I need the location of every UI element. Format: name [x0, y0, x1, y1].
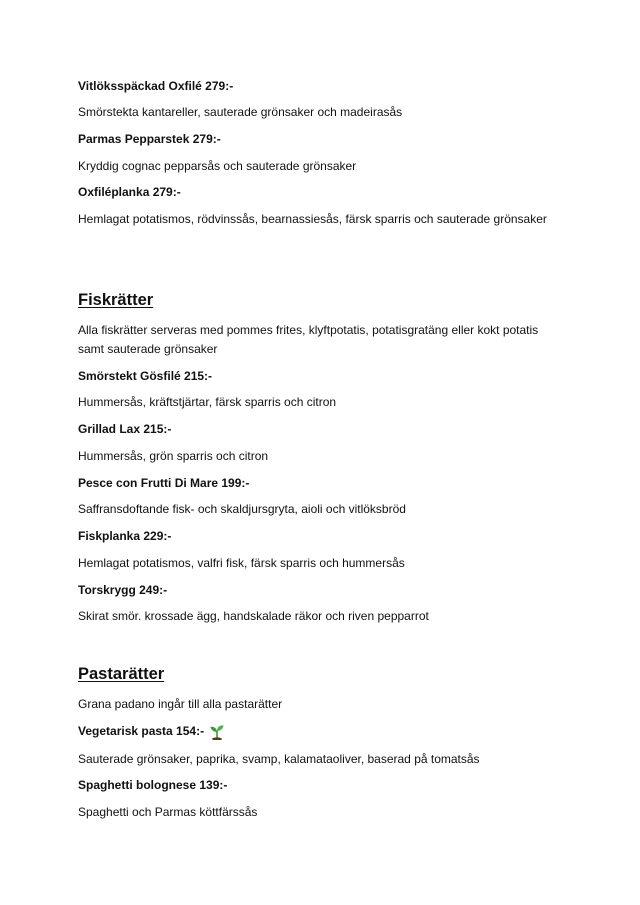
dish-desc-vitloksspackad-oxfile: Smörstekta kantareller, sauterade grönsaker och madeirasås [78, 105, 403, 119]
section-title-pastaratter: Pastarätter [78, 665, 165, 683]
dish-desc-smorstekt-gosfile: Hummersås, kräftstjärtar, färsk sparris och citron [78, 395, 337, 409]
dish-name-parmas-pepparstek: Parmas Pepparstek 279:- [78, 132, 221, 146]
dish-desc-pesce-con-frutti-di-mare: Saffransdoftande fisk- och skaldjursgryta, aioli och vitlöksbröd [78, 502, 406, 516]
dish-desc-grillad-lax: Hummersås, grön sparris och citron [78, 449, 269, 463]
dish-name-fiskplanka: Fiskplanka 229:- [78, 529, 172, 543]
seedling-icon [210, 724, 224, 740]
dish-desc-fiskplanka: Hemlagat potatismos, valfri fisk, färsk sparris och hummersås [78, 556, 405, 570]
dish-desc-torskrygg: Skirat smör. krossade ägg, handskalade räkor och riven pepparrot [78, 609, 429, 623]
dish-desc-vegetarisk-pasta: Sauterade grönsaker, paprika, svamp, kalamataoliver, baserad på tomatsås [78, 752, 480, 766]
dish-name-pesce-con-frutti-di-mare: Pesce con Frutti Di Mare 199:- [78, 476, 250, 490]
section-title-fiskratter: Fiskrätter [78, 291, 154, 309]
dish-name-grillad-lax: Grillad Lax 215:- [78, 422, 172, 436]
dish-name-smorstekt-gosfile: Smörstekt Gösfilé 215:- [78, 369, 213, 383]
dish-name-oxfileplanka: Oxfiléplanka 279:- [78, 185, 181, 199]
section-intro-pastaratter: Grana padano ingår till alla pastarätter [78, 697, 283, 711]
dish-name-torskrygg: Torskrygg 249:- [78, 583, 168, 597]
dish-desc-spaghetti-bolognese: Spaghetti och Parmas köttfärssås [78, 805, 258, 819]
dish-row-vegetarisk-pasta [78, 724, 224, 740]
dish-desc-parmas-pepparstek: Kryddig cognac pepparsås och sauterade grönsaker [78, 159, 357, 173]
dish-name-spaghetti-bolognese: Spaghetti bolognese 139:- [78, 778, 228, 792]
section-intro-fiskratter: Alla fiskrätter serveras med pommes frites, klyftpotatis, potatisgratäng eller kokt potatis samt sauterade grönsaker [78, 323, 539, 356]
dish-desc-oxfileplanka: Hemlagat potatismos, rödvinssås, bearnassiesås, färsk sparris och sauterade grönsaker [78, 212, 547, 226]
dish-name-vegetarisk-pasta: Vegetarisk pasta 154:- [78, 724, 205, 739]
dish-name-vitloksspackad-oxfile: Vitlöksspäckad Oxfilé 279:- [78, 79, 234, 93]
